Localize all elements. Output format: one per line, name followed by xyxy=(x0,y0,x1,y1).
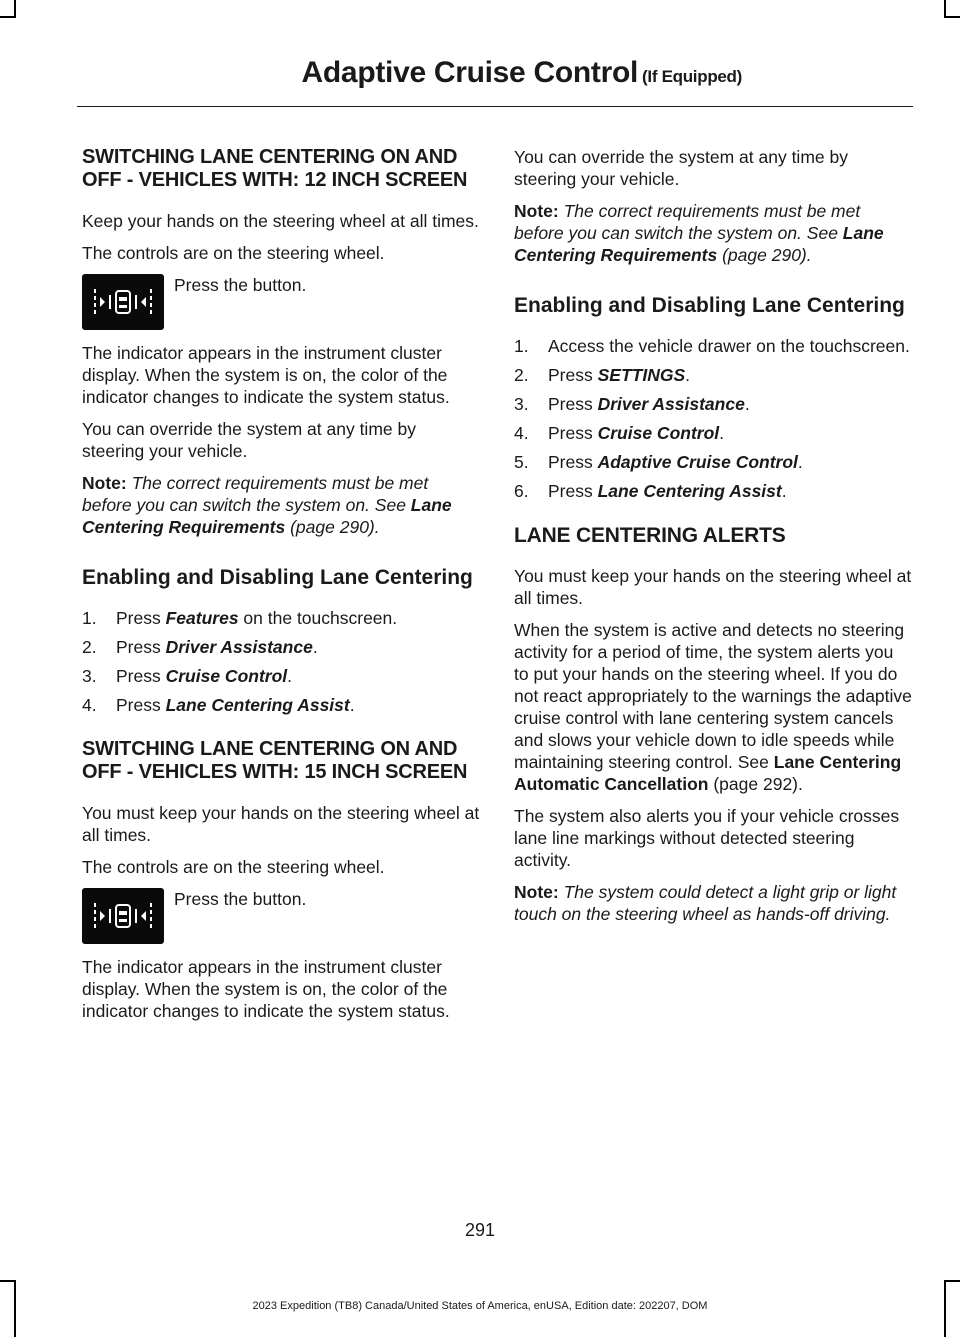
page-reference: (page 290). xyxy=(722,245,812,265)
step-number: 6. xyxy=(514,481,529,501)
press-button-row xyxy=(82,274,480,330)
step-number: 3. xyxy=(514,394,529,414)
step-text: . xyxy=(797,452,803,472)
paragraph xyxy=(514,619,912,795)
step-text: . xyxy=(312,637,318,657)
step-emphasis: Adaptive Cruise Control xyxy=(597,452,798,472)
step-text: . xyxy=(349,695,355,715)
paragraph: You must keep your hands on the steering wheel at all times. xyxy=(82,803,480,845)
note xyxy=(82,472,480,538)
subheading-enabling: Enabling and Disabling Lane Centering xyxy=(514,294,905,317)
note-label: Note: xyxy=(82,473,127,493)
step-number: 3. xyxy=(82,666,97,686)
step-emphasis: Driver Assistance xyxy=(165,637,313,657)
paragraph: The controls are on the steering wheel. xyxy=(82,857,385,877)
step-text: . xyxy=(287,666,293,686)
step-text: Press xyxy=(548,452,598,472)
step-text: Press xyxy=(548,365,598,385)
step-text: . xyxy=(781,481,787,501)
note xyxy=(514,200,912,266)
step-number: 1. xyxy=(514,336,529,356)
step-number: 1. xyxy=(82,608,97,628)
note xyxy=(514,881,912,925)
paragraph: You must keep your hands on the steering wheel at all times. xyxy=(514,566,912,608)
cross-reference-link[interactable]: Lane Centering Automatic Cancellation xyxy=(514,752,902,794)
press-button-row xyxy=(82,888,480,944)
page-header xyxy=(302,56,742,90)
paragraph: The indicator appears in the instrument cluster display. When the system is on, the color of the indicator changes to indicate the system status. xyxy=(82,957,450,1021)
step-text: Press xyxy=(548,481,598,501)
section-heading-15-inch: SWITCHING LANE CENTERING ON AND OFF - VEHICLES WITH: 15 INCH SCREEN xyxy=(82,738,468,783)
step-emphasis: Features xyxy=(165,608,239,628)
cross-reference-link[interactable]: Lane Centering Requirements xyxy=(82,495,452,537)
page-reference: (page 292). xyxy=(713,774,803,794)
crop-mark xyxy=(0,1280,16,1282)
step-text: Press xyxy=(116,695,166,715)
step-text: . xyxy=(744,394,750,414)
note-label: Note: xyxy=(514,201,559,221)
step-emphasis: Cruise Control xyxy=(165,666,288,686)
crop-mark xyxy=(0,16,16,18)
step-text: Press xyxy=(116,666,166,686)
paragraph: You can override the system at any time by steering your vehicle. xyxy=(82,419,416,461)
page-reference: (page 290). xyxy=(290,517,380,537)
list-item xyxy=(514,364,912,386)
step-emphasis: Lane Centering Assist xyxy=(597,481,782,501)
step-number: 4. xyxy=(82,695,97,715)
lane-centering-icon xyxy=(82,888,164,944)
list-item xyxy=(82,607,480,629)
step-text: . xyxy=(719,423,725,443)
note-label: Note: xyxy=(514,882,559,902)
step-number: 5. xyxy=(514,452,529,472)
step-text: Access the vehicle drawer on the touchscreen. xyxy=(548,336,910,356)
paragraph-text: When the system is active and detects no steering activity for a period of time, the system alerts you to put your hands on the steering wheel. If you do not react appropriately to the warnings the adaptive cruise control with lane centering system cancels and slows your vehicle down to idle speeds while maintaining steering control. See xyxy=(514,620,912,772)
crop-mark xyxy=(944,1280,960,1282)
paragraph: The system also alerts you if your vehicle crosses lane line markings without detected steering activity. xyxy=(514,806,900,870)
step-number: 2. xyxy=(514,365,529,385)
step-text: . xyxy=(685,365,690,385)
header-divider xyxy=(77,106,913,107)
list-item xyxy=(514,422,912,444)
press-instruction: Press the button. xyxy=(174,889,307,909)
cross-reference-link[interactable]: Lane Centering Requirements xyxy=(514,223,884,265)
press-instruction: Press the button. xyxy=(174,275,307,295)
step-number: 2. xyxy=(82,637,97,657)
step-text: Press xyxy=(548,423,598,443)
list-item xyxy=(82,636,480,658)
step-text: Press xyxy=(548,394,598,414)
step-emphasis: SETTINGS xyxy=(597,365,686,385)
header-subtitle: (If Equipped) xyxy=(642,67,742,86)
steps-list xyxy=(82,607,480,716)
left-column xyxy=(82,146,480,1032)
lane-centering-icon xyxy=(82,274,164,330)
page-number: 291 xyxy=(464,1220,496,1240)
list-item xyxy=(514,393,912,415)
paragraph: Keep your hands on the steering wheel at all times. xyxy=(82,211,479,231)
list-item xyxy=(514,335,912,357)
crop-mark xyxy=(944,16,960,18)
note-text: The correct requirements must be met before you can switch the system on. See xyxy=(82,473,429,515)
paragraph: The indicator appears in the instrument cluster display. When the system is on, the color of the indicator changes to indicate the system status. xyxy=(82,343,450,407)
note-text: The correct requirements must be met before you can switch the system on. See xyxy=(514,201,861,243)
step-number: 4. xyxy=(514,423,529,443)
step-text: Press xyxy=(116,637,166,657)
step-text: on the touchscreen. xyxy=(238,608,398,628)
subheading-enabling: Enabling and Disabling Lane Centering xyxy=(82,566,473,589)
header-title: Adaptive Cruise Control xyxy=(301,56,639,89)
step-emphasis: Cruise Control xyxy=(597,423,720,443)
footer-text: 2023 Expedition (TB8) Canada/United States of America, enUSA, Edition date: 202207, DOM xyxy=(252,1300,708,1312)
list-item xyxy=(82,665,480,687)
step-emphasis: Lane Centering Assist xyxy=(165,695,350,715)
section-heading-alerts: LANE CENTERING ALERTS xyxy=(514,524,786,547)
note-text: The system could detect a light grip or light touch on the steering wheel as hands-off driving. xyxy=(514,882,897,924)
list-item xyxy=(514,480,912,502)
list-item xyxy=(514,451,912,473)
step-emphasis: Driver Assistance xyxy=(597,394,745,414)
paragraph: The controls are on the steering wheel. xyxy=(82,243,385,263)
section-heading-12-inch: SWITCHING LANE CENTERING ON AND OFF - VEHICLES WITH: 12 INCH SCREEN xyxy=(82,146,468,191)
steps-list xyxy=(514,335,912,502)
right-column xyxy=(514,146,912,935)
paragraph: You can override the system at any time by steering your vehicle. xyxy=(514,147,848,189)
step-text: Press xyxy=(116,608,166,628)
list-item xyxy=(82,694,480,716)
